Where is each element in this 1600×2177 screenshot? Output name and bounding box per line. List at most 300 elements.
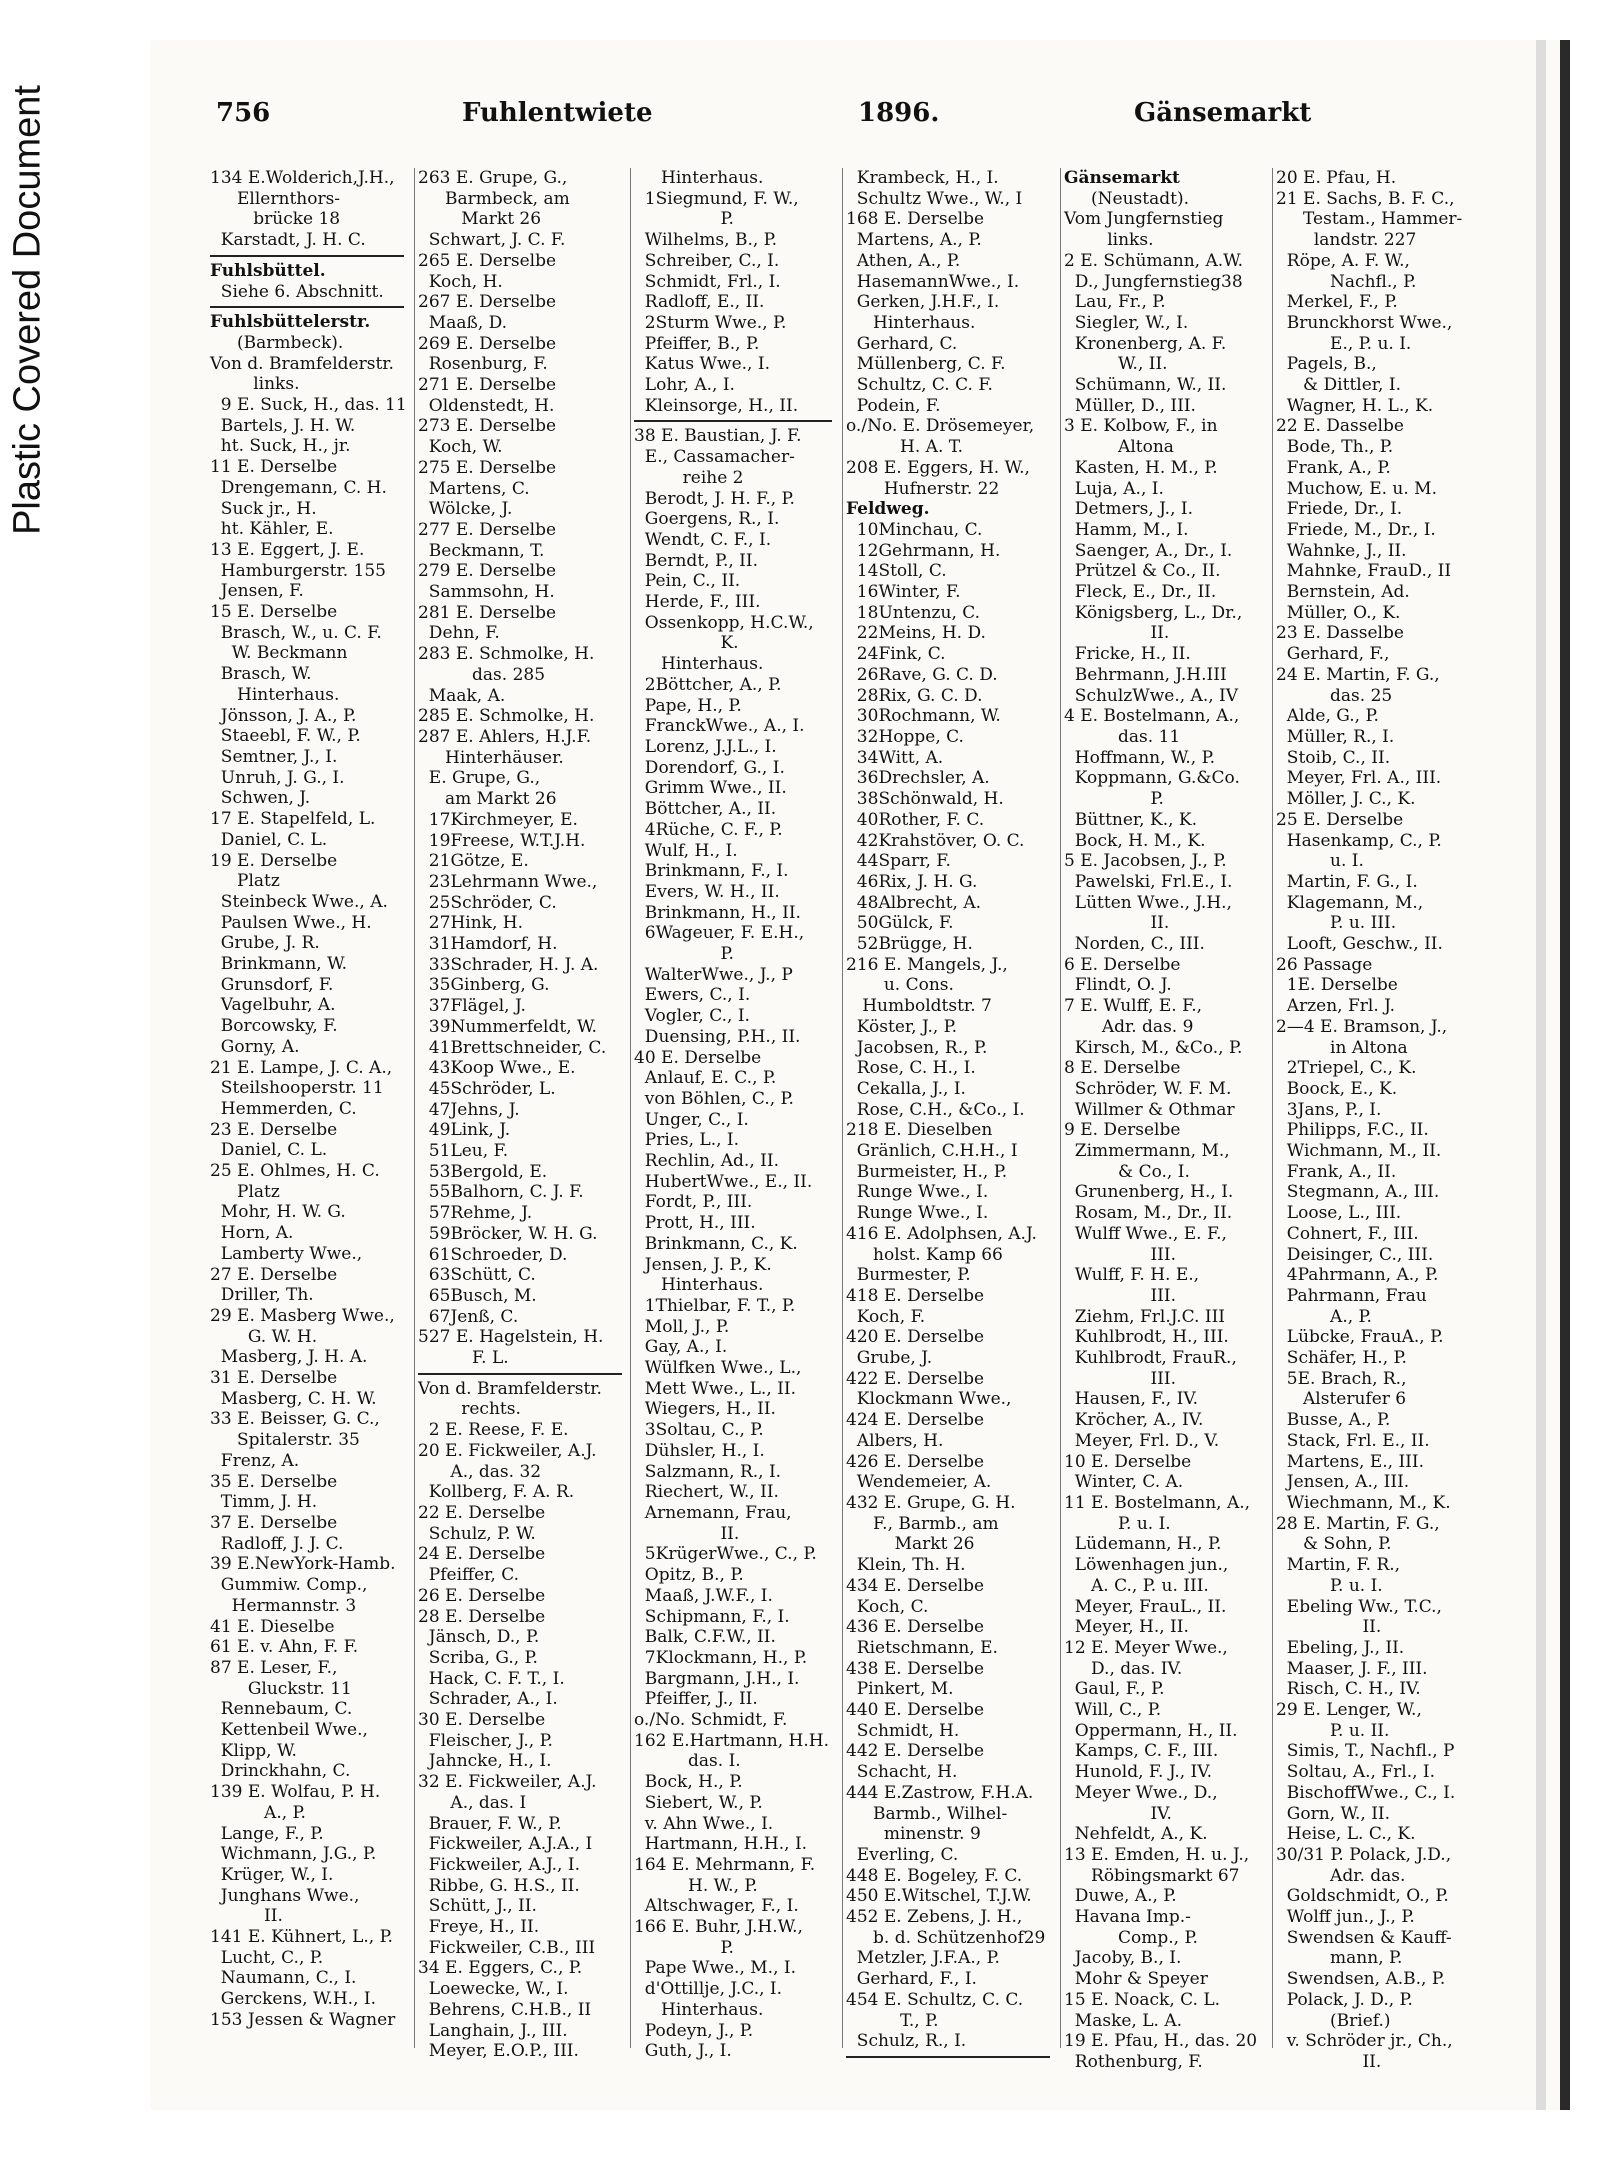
directory-entry: Alsterufer 6	[1276, 1389, 1407, 1410]
directory-entry: Königsberg, L., Dr.,	[1064, 602, 1243, 623]
directory-entry: Timm, J. H.	[210, 1492, 318, 1513]
directory-entry: 218 E. Dieselben	[846, 1120, 993, 1141]
directory-entry: Vogler, C., I.	[634, 1006, 750, 1027]
directory-entry: H. W., P.	[634, 1875, 758, 1896]
directory-entry: rechts.	[418, 1399, 521, 1420]
directory-entry: 35 E. Derselbe	[210, 1471, 338, 1492]
directory-entry: 19 E. Derselbe	[210, 850, 338, 871]
directory-entry: 1Siegmund, F. W.,	[634, 188, 799, 209]
directory-entry: 17 E. Stapelfeld, L.	[210, 809, 376, 830]
directory-entry: Kuhlbrodt, H., III.	[1064, 1327, 1229, 1348]
directory-entry: 279 E. Derselbe	[418, 561, 557, 582]
directory-entry: 2—4 E. Bramson, J.,	[1276, 1016, 1448, 1037]
directory-entry: Podein, F.	[846, 395, 941, 416]
directory-entry: Brauer, F. W., P.	[418, 1813, 562, 1834]
directory-entry: Prott, H., III.	[634, 1213, 756, 1234]
directory-entry: 139 E. Wolfau, P. H.	[210, 1782, 381, 1803]
right-running-title: Gänsemarkt	[1134, 98, 1312, 128]
directory-entry: Gluckstr. 11	[210, 1678, 352, 1699]
directory-entry: II.	[1064, 913, 1170, 934]
directory-entry: Langhain, J., III.	[418, 2020, 568, 2041]
directory-entry: Büttner, K., K.	[1064, 809, 1198, 830]
directory-entry: Meyer, Frl. A., III.	[1276, 768, 1442, 789]
directory-entry: 422 E. Derselbe	[846, 1368, 985, 1389]
directory-entry: 19Freese, W.T.J.H.	[418, 830, 586, 851]
directory-entry: Martens, E., III.	[1276, 1451, 1425, 1472]
directory-entry: 39Nummerfeldt, W.	[418, 1016, 597, 1037]
directory-entry: Naumann, C., I.	[210, 1968, 357, 1989]
directory-entry: Röbingsmarkt 67	[1064, 1865, 1240, 1886]
directory-entry: Koch, C.	[846, 1596, 929, 1617]
directory-entry: 11 E. Derselbe	[210, 457, 338, 478]
directory-entry: Wilhelms, B., P.	[634, 230, 778, 251]
column-2	[418, 168, 630, 2062]
directory-entry: A., das. 32	[418, 1461, 542, 1482]
directory-entry: 32Hoppe, C.	[846, 726, 964, 747]
directory-entry: das. 25	[1276, 685, 1393, 706]
directory-entry: Behrmann, J.H.III	[1064, 664, 1227, 685]
directory-entry: 46Rix, J. H. G.	[846, 871, 978, 892]
directory-entry: 34 E. Eggers, C., P.	[418, 1958, 583, 1979]
directory-entry: 20 E. Fickweiler, A.J.	[418, 1440, 597, 1461]
directory-entry: 38 E. Baustian, J. F.	[634, 426, 802, 447]
directory-entry: 26 E. Derselbe	[418, 1585, 546, 1606]
directory-entry: 24Fink, C.	[846, 644, 946, 665]
directory-entry: III.	[1064, 1244, 1177, 1265]
directory-entry: 16Winter, F.	[846, 582, 961, 603]
directory-entry: Rosenburg, F.	[418, 354, 548, 375]
directory-entry: 50Gülck, F.	[846, 913, 954, 934]
directory-entry: 1E. Derselbe	[1276, 975, 1398, 996]
directory-entry: Kleinsorge, H., II.	[634, 395, 799, 416]
directory-entry: P.	[634, 944, 734, 965]
directory-entry: 2Sturm Wwe., P.	[634, 312, 787, 333]
directory-entry: Fleck, E., Dr., II.	[1064, 582, 1217, 603]
directory-entry: 45Schröder, L.	[418, 1078, 556, 1099]
directory-entry: Wulf, H., I.	[634, 840, 738, 861]
directory-entry: Unruh, J. G., I.	[210, 767, 345, 788]
directory-entry: Möller, J. C., K.	[1276, 789, 1416, 810]
directory-entry: 275 E. Derselbe	[418, 457, 557, 478]
directory-entry: 41Brettschneider, C.	[418, 1037, 607, 1058]
directory-entry: Schmidt, Frl., I.	[634, 271, 781, 292]
column-5	[1064, 168, 1270, 2072]
directory-entry: 18Untenzu, C.	[846, 602, 981, 623]
directory-entry: Wolff jun., J., P.	[1276, 1907, 1415, 1928]
directory-entry: Hemmerden, C.	[210, 1098, 357, 1119]
directory-entry: Prützel & Co., II.	[1064, 561, 1221, 582]
directory-entry: 44Sparr, F.	[846, 851, 951, 872]
directory-entry: Müllenberg, C. F.	[846, 354, 1006, 375]
directory-entry: & Co., I.	[1064, 1161, 1190, 1182]
directory-entry: 4Rüche, C. F., P.	[634, 819, 783, 840]
directory-entry: Klipp, W.	[210, 1740, 297, 1761]
directory-entry: II.	[634, 1523, 740, 1544]
directory-entry: Gerckens, W.H., I.	[210, 1989, 376, 2010]
side-label-text: Plastic Covered Document	[6, 85, 49, 535]
directory-entry: Platz	[210, 871, 280, 892]
directory-entry: Rennebaum, C.	[210, 1699, 353, 1720]
directory-entry: Stegmann, A., III.	[1276, 1182, 1440, 1203]
directory-entry: (Barmbeck).	[210, 332, 344, 353]
directory-entry: 418 E. Derselbe	[846, 1285, 985, 1306]
directory-entry: Ziehm, Frl.J.C. III	[1064, 1306, 1226, 1327]
directory-entry: Metzler, J.F.A., P.	[846, 1948, 1000, 1969]
directory-entry: Mohr & Speyer	[1064, 1969, 1208, 1990]
directory-entry: 10 E. Derselbe	[1064, 1451, 1192, 1472]
directory-entry: Wendemeier, A.	[846, 1472, 992, 1493]
directory-entry: Merkel, F., P.	[1276, 292, 1398, 313]
directory-entry: Loewecke, W., I.	[418, 1979, 569, 2000]
directory-entry: 5 E. Jacobsen, J., P.	[1064, 851, 1227, 872]
directory-entry: 6Wageuer, F. E.H.,	[634, 923, 805, 944]
directory-entry: 432 E. Grupe, G. H.	[846, 1493, 1016, 1513]
directory-entry: Jönsson, J. A., P.	[210, 705, 357, 726]
directory-entry: Alde, G., P.	[1276, 706, 1379, 727]
directory-entry: Frank, A., II.	[1276, 1161, 1397, 1182]
directory-entry: Hinterhaus.	[634, 1275, 764, 1296]
directory-entry: Winter, C. A.	[1064, 1472, 1184, 1493]
directory-entry: Guth, J., I.	[634, 2041, 732, 2062]
directory-entry: Steinbeck Wwe., A.	[210, 891, 388, 912]
directory-entry: Wölcke, J.	[418, 499, 513, 520]
directory-entry: Kronenberg, A. F.	[1064, 333, 1227, 354]
directory-entry: ht. Suck, H., jr.	[210, 436, 351, 457]
directory-entry: Altschwager, F., I.	[634, 1896, 799, 1917]
directory-entry: Hinterhäuser.	[418, 747, 564, 768]
directory-entry: 25Schröder, C.	[418, 892, 557, 913]
directory-entry: BischoffWwe., C., I.	[1276, 1782, 1456, 1803]
directory-entry: 448 E. Bogeley, F. C.	[846, 1865, 1023, 1886]
directory-entry: Martin, F. R.,	[1276, 1555, 1401, 1576]
directory-entry: Fickweiler, A.J., I.	[418, 1854, 580, 1875]
directory-entry: 67Jenß, C.	[418, 1306, 519, 1327]
directory-entry: Klein, Th. H.	[846, 1555, 966, 1576]
directory-entry: Brinkmann, F., I.	[634, 861, 789, 882]
directory-entry: Martens, A., P.	[846, 230, 982, 251]
directory-columns	[210, 168, 1463, 2072]
directory-entry: Everling, C.	[846, 1844, 959, 1865]
directory-entry: 273 E. Derselbe	[418, 416, 557, 437]
directory-entry: Kollberg, F. A. R.	[418, 1482, 575, 1503]
directory-entry: 436 E. Derselbe	[846, 1617, 985, 1638]
directory-entry: Koch, F.	[846, 1306, 926, 1327]
directory-entry: 31Hamdorf, H.	[418, 934, 558, 955]
directory-entry: Hufnerstr. 22	[846, 478, 1000, 499]
directory-entry: 43Koop Wwe., E.	[418, 1058, 576, 1079]
directory-entry: 12Gehrmann, H.	[846, 540, 1001, 561]
directory-entry: 63Schütt, C.	[418, 1265, 536, 1286]
directory-entry: (Brief.)	[1276, 2010, 1391, 2031]
directory-entry: Schipmann, F., I.	[634, 1606, 790, 1627]
section-rule	[846, 2056, 1050, 2058]
directory-entry: Meyer Wwe., D.,	[1064, 1782, 1218, 1803]
directory-entry: 10Minchau, C.	[846, 519, 983, 540]
directory-entry: v. Schröder jr., Ch.,	[1276, 2031, 1453, 2052]
directory-entry: Meyer, Frl. D., V.	[1064, 1430, 1220, 1451]
directory-entry: 51Leu, F.	[418, 1141, 509, 1162]
directory-entry: 31 E. Derselbe	[210, 1368, 338, 1389]
directory-entry: 38Schönwald, H.	[846, 789, 1004, 810]
directory-entry: 263 E. Grupe, G.,	[418, 168, 568, 188]
directory-entry: Salzmann, R., I.	[634, 1461, 782, 1482]
directory-entry: K.	[634, 633, 739, 654]
directory-entry: Hausen, F., IV.	[1064, 1389, 1199, 1410]
directory-entry: 26Rave, G. C. D.	[846, 664, 998, 685]
directory-entry: 265 E. Derselbe	[418, 250, 557, 271]
directory-entry: 40 E. Derselbe	[634, 1047, 762, 1068]
directory-entry: Stoib, C., II.	[1276, 747, 1391, 768]
page-stack-edge	[1536, 40, 1546, 2110]
directory-entry: 30/31 P. Polack, J.D.,	[1276, 1844, 1452, 1865]
directory-entry: Schwart, J. C. F.	[418, 230, 566, 251]
directory-entry: Siegler, W., I.	[1064, 312, 1189, 333]
directory-entry: Driller, Th.	[210, 1285, 314, 1306]
directory-entry: Wülfken Wwe., L.,	[634, 1358, 802, 1379]
directory-entry: Hack, C. F. T., I.	[418, 1668, 565, 1689]
directory-entry: Brinkmann, H., II.	[634, 902, 801, 923]
directory-entry: Balk, C.F.W., II.	[634, 1627, 776, 1648]
directory-entry: H. A. T.	[846, 437, 963, 458]
directory-entry: Pape Wwe., M., I.	[634, 1958, 796, 1979]
directory-entry: 527 E. Hagelstein, H.	[418, 1327, 604, 1348]
directory-entry: 285 E. Schmolke, H.	[418, 706, 595, 727]
directory-entry: 416 E. Adolphsen, A.J.	[846, 1223, 1037, 1244]
directory-entry: 24 E. Martin, F. G.,	[1276, 664, 1440, 685]
directory-entry: Koch, H.	[418, 271, 503, 292]
directory-entry: 42Krahstöver, O. C.	[846, 830, 1025, 851]
directory-entry: Ellernthors-	[210, 188, 341, 209]
directory-entry: Maaß, D.	[418, 312, 508, 333]
directory-entry: Grimm Wwe., II.	[634, 778, 787, 799]
directory-entry: 23 E. Dasselbe	[1276, 623, 1404, 644]
directory-entry: WalterWwe., J., P	[634, 964, 793, 985]
directory-entry: Flindt, O. J.	[1064, 975, 1172, 996]
column-4	[846, 168, 1058, 2052]
directory-entry: Gaul, F., P.	[1064, 1679, 1165, 1700]
directory-entry: Meyer, FrauL., II.	[1064, 1596, 1227, 1617]
directory-entry: Wahnke, J., II.	[1276, 540, 1407, 561]
directory-entry: 19 E. Pfau, H., das. 20	[1064, 2031, 1258, 2052]
directory-entry: Grube, J. R.	[210, 933, 320, 954]
directory-entry: Jänsch, D., P.	[418, 1627, 540, 1648]
directory-entry: Drengemann, C. H.	[210, 477, 387, 498]
directory-entry: Hunold, F. J., IV.	[1064, 1762, 1212, 1783]
directory-entry: 28Rix, G. C. D.	[846, 685, 983, 706]
directory-entry: Sammsohn, H.	[418, 582, 555, 603]
directory-entry: links.	[1064, 230, 1154, 251]
directory-entry: Schäfer, H., P.	[1276, 1348, 1407, 1369]
directory-entry: Berndt, P., II.	[634, 550, 758, 571]
directory-entry: F., Barmb., am	[846, 1513, 999, 1534]
directory-entry: u. Cons.	[846, 975, 954, 996]
directory-entry: 9 E. Derselbe	[1064, 1120, 1181, 1141]
directory-entry: P.	[634, 1937, 734, 1958]
directory-entry: 442 E. Derselbe	[846, 1741, 985, 1762]
directory-entry: 61 E. v. Ahn, F. F.	[210, 1637, 359, 1658]
directory-entry: Swendsen, A.B., P.	[1276, 1969, 1446, 1990]
directory-entry: Wichmann, M., II.	[1276, 1141, 1442, 1162]
year: 1896.	[858, 98, 940, 128]
directory-entry: Brinkmann, W.	[210, 954, 347, 975]
directory-entry: Humboldtstr. 7	[846, 996, 992, 1017]
directory-entry: Muchow, E. u. M.	[1276, 478, 1437, 499]
street-heading: Fuhlsbüttel.	[210, 260, 326, 281]
directory-entry: 21 E. Lampe, J. C. A.,	[210, 1057, 393, 1078]
directory-entry: 15 E. Derselbe	[210, 602, 338, 623]
directory-entry: Norden, C., III.	[1064, 934, 1205, 955]
directory-entry: 41 E. Dieselbe	[210, 1616, 335, 1637]
directory-entry: Siehe 6. Abschnitt.	[210, 281, 384, 302]
directory-entry: Bock, H., P.	[634, 1772, 743, 1793]
directory-entry: 28 E. Martin, F. G.,	[1276, 1513, 1440, 1534]
directory-entry: Mett Wwe., L., II.	[634, 1378, 796, 1399]
directory-entry: Hinterhaus.	[634, 654, 764, 675]
directory-entry: Busse, A., P.	[1276, 1410, 1391, 1431]
side-label	[0, 0, 56, 2177]
directory-entry: Jacobsen, R., P.	[846, 1037, 988, 1058]
directory-entry: 438 E. Derselbe	[846, 1658, 985, 1679]
directory-entry: Müller, O., K.	[1276, 602, 1401, 623]
directory-entry: 52Brügge, H.	[846, 934, 973, 955]
directory-entry: Bode, Th., P.	[1276, 437, 1394, 458]
directory-entry: Rose, C. H., I.	[846, 1058, 976, 1079]
directory-entry: Schultz Wwe., W., I	[846, 188, 1023, 209]
directory-entry: III.	[1064, 1368, 1177, 1389]
directory-entry: Hinterhaus.	[846, 312, 976, 333]
directory-entry: Lange, F., P.	[210, 1823, 324, 1844]
directory-entry: 21 E. Sachs, B. F. C.,	[1276, 188, 1455, 209]
directory-entry: Willmer & Othmar	[1064, 1099, 1235, 1120]
directory-entry: 36Drechsler, A.	[846, 768, 990, 789]
directory-entry: 162 E.Hartmann, H.H.	[634, 1730, 830, 1751]
directory-entry: 28 E. Derselbe	[418, 1606, 546, 1627]
directory-entry: Brinkmann, C., K.	[634, 1233, 798, 1254]
directory-entry: Albers, H.	[846, 1430, 944, 1451]
directory-entry: Scriba, G., P.	[418, 1647, 538, 1668]
directory-entry: Radloff, J. J. C.	[210, 1533, 344, 1554]
directory-entry: Hamburgerstr. 155	[210, 560, 386, 581]
directory-entry: Rietschmann, E.	[846, 1637, 998, 1658]
directory-entry: 4Pahrmann, A., P.	[1276, 1265, 1439, 1286]
directory-entry: G. W. H.	[210, 1326, 318, 1347]
directory-entry: Goergens, R., I.	[634, 509, 780, 530]
directory-entry: Runge Wwe., I.	[846, 1182, 989, 1203]
directory-entry: 15 E. Noack, C. L.	[1064, 1989, 1221, 2010]
directory-entry: Cohnert, F., III.	[1276, 1223, 1419, 1244]
directory-entry: Wendt, C. F., I.	[634, 529, 772, 550]
directory-entry: Kirsch, M., &Co., P.	[1064, 1037, 1243, 1058]
directory-entry: Fickweiler, A.J.A., I	[418, 1834, 593, 1855]
directory-entry: 13 E. Emden, H. u. J.,	[1064, 1844, 1250, 1865]
directory-entry: Opitz, B., P.	[634, 1565, 744, 1586]
directory-entry: 424 E. Derselbe	[846, 1410, 985, 1431]
directory-entry: Müller, D., III.	[1064, 395, 1196, 416]
directory-entry: Markt 26	[418, 209, 542, 230]
directory-entry: holst. Kamp 66	[846, 1244, 1003, 1265]
directory-entry: III.	[1064, 1285, 1177, 1306]
directory-entry: Von d. Bramfelderstr.	[418, 1378, 602, 1399]
directory-entry: Lucht, C., P.	[210, 1947, 324, 1968]
directory-entry: Beckmann, T.	[418, 540, 545, 561]
directory-entry: Karstadt, J. H. C.	[210, 230, 366, 251]
directory-entry: 13 E. Eggert, J. E.	[210, 539, 365, 560]
directory-entry: Schreiber, C., I.	[634, 250, 780, 271]
directory-entry: v. Ahn Wwe., I.	[634, 1813, 774, 1834]
directory-entry: 49Link, J.	[418, 1120, 511, 1141]
directory-entry: Paulsen Wwe., H.	[210, 912, 372, 933]
directory-entry: Fricke, H., II.	[1064, 644, 1191, 665]
directory-entry: Herde, F., III.	[634, 592, 761, 613]
directory-entry: Bartels, J. H. W.	[210, 415, 356, 436]
directory-entry: Schrader, A., I.	[418, 1689, 558, 1710]
directory-entry: 164 E. Mehrmann, F.	[634, 1854, 816, 1875]
directory-entry: Boock, E., K.	[1276, 1078, 1398, 1099]
street-heading: Gänsemarkt	[1064, 168, 1180, 188]
directory-entry: 420 E. Derselbe	[846, 1327, 985, 1348]
directory-entry: 8 E. Derselbe	[1064, 1058, 1181, 1079]
directory-entry: Vom Jungfernstieg	[1064, 209, 1224, 230]
column-6	[1276, 168, 1463, 2072]
directory-entry: Vagelbuhr, A.	[210, 995, 336, 1016]
directory-entry: 277 E. Derselbe	[418, 519, 557, 540]
directory-entry: 450 E.Witschel, T.J.W.	[846, 1886, 1032, 1907]
directory-entry: & Sohn, P.	[1276, 1534, 1392, 1555]
directory-entry: Hartmann, H.H., I.	[634, 1834, 808, 1855]
directory-entry: P. u. III.	[1276, 913, 1397, 934]
directory-entry: 27Hink, H.	[418, 913, 523, 934]
directory-entry: Ribbe, G. H.S., II.	[418, 1875, 580, 1896]
directory-entry: Schmidt, H.	[846, 1720, 960, 1741]
directory-entry: Maaser, J. F., III.	[1276, 1658, 1428, 1679]
directory-entry: 5E. Brach, R.,	[1276, 1368, 1407, 1389]
directory-entry: Gorn, W., II.	[1276, 1803, 1391, 1824]
section-rule	[418, 1373, 622, 1375]
directory-entry: Goldschmidt, O., P.	[1276, 1886, 1449, 1907]
directory-entry: Meyer, E.O.P., III.	[418, 2041, 579, 2062]
directory-entry: Burmeister, H., P.	[846, 1161, 1008, 1182]
directory-entry: E., Cassamacher-	[634, 447, 795, 468]
directory-entry: Runge Wwe., I.	[846, 1203, 989, 1224]
directory-entry: 22 E. Derselbe	[418, 1503, 546, 1523]
directory-entry: Moll, J., P.	[634, 1316, 730, 1337]
directory-entry: IV.	[1064, 1803, 1172, 1824]
directory-entry: Unger, C., I.	[634, 1109, 749, 1130]
directory-entry: Koch, W.	[418, 437, 503, 458]
directory-entry: D., das. IV.	[1064, 1658, 1183, 1679]
directory-entry: Brasch, W.	[210, 664, 312, 685]
directory-entry: P. u. I.	[1276, 1575, 1383, 1596]
directory-entry: Soltau, A., Frl., I.	[1276, 1762, 1436, 1783]
directory-entry: 27 E. Derselbe	[210, 1264, 338, 1285]
directory-entry: Mahnke, FrauD., II	[1276, 561, 1452, 582]
directory-entry: A., das. I	[418, 1792, 527, 1813]
directory-entry: Lütten Wwe., J.H.,	[1064, 892, 1232, 913]
directory-entry: Pagels, B.,	[1276, 354, 1377, 375]
directory-entry: Schwen, J.	[210, 788, 311, 809]
directory-entry: Risch, C. H., IV.	[1276, 1679, 1421, 1700]
directory-entry: Evers, W. H., II.	[634, 881, 780, 902]
directory-entry: Gränlich, C.H.H., I	[846, 1141, 1018, 1162]
directory-entry: 287 E. Ahlers, H.J.F.	[418, 726, 592, 747]
directory-entry: Hinterhaus.	[634, 168, 764, 188]
directory-entry: Schulz, R., I.	[846, 2031, 967, 2052]
directory-entry: Deisinger, C., III.	[1276, 1244, 1434, 1265]
directory-entry: Gerhard, F., I.	[846, 1969, 977, 1990]
directory-entry: Von d. Bramfelderstr.	[210, 353, 394, 374]
directory-entry: HasemannWwe., I.	[846, 271, 1020, 292]
directory-entry: 40Rother, F. C.	[846, 809, 985, 830]
